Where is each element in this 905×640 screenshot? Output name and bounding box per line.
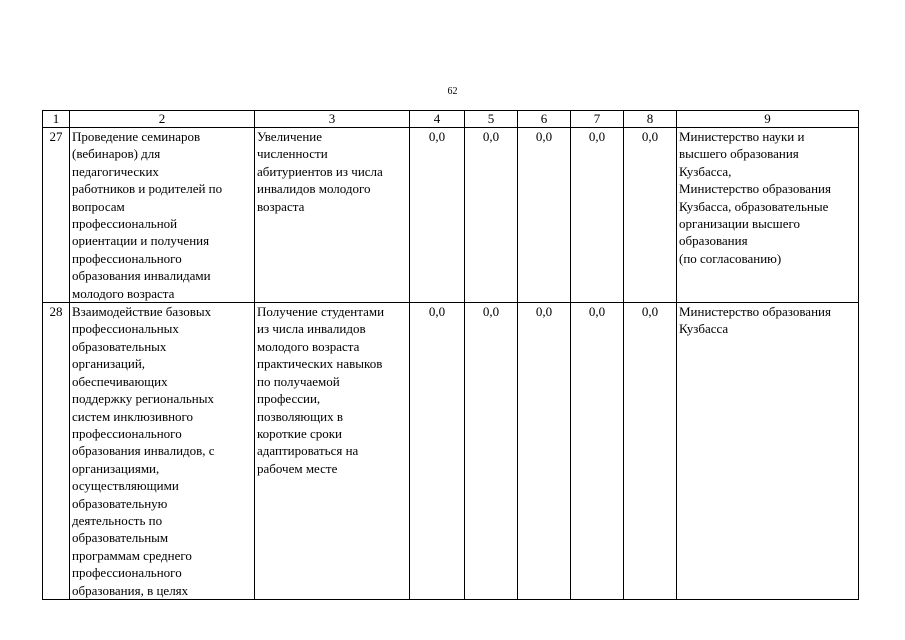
program-table (42, 110, 859, 600)
value-col-6: 0,0 (518, 303, 571, 600)
event-description: Проведение семинаров (вебинаров) для педагогических работников и родителей по вопросам профессиональной ориентации и получения профессионального образования инвалидами молодого возраста (70, 128, 255, 303)
value-col-4: 0,0 (410, 128, 465, 303)
value-col-6: 0,0 (518, 128, 571, 303)
row-number: 27 (43, 128, 70, 303)
event-description: Взаимодействие базовых профессиональных образовательных организаций, обеспечивающих поддержку региональных систем инклюзивного профессионального образования инвалидов, с организациями, осуществляющими образовательную деятельность по образовательным программам среднего профессионального образования, в целях (70, 303, 255, 600)
column-header-8: 8 (624, 111, 677, 128)
column-header-5: 5 (465, 111, 518, 128)
column-header-2: 2 (70, 111, 255, 128)
value-col-5: 0,0 (465, 128, 518, 303)
column-header-7: 7 (571, 111, 624, 128)
value-col-7: 0,0 (571, 303, 624, 600)
column-header-4: 4 (410, 111, 465, 128)
row-number: 28 (43, 303, 70, 600)
table-row (43, 303, 859, 600)
column-header-1: 1 (43, 111, 70, 128)
value-col-7: 0,0 (571, 128, 624, 303)
responsible-executor: Министерство науки и высшего образования Кузбасса, Министерство образования Кузбасса, образовательные организации высшего образования (по согласованию) (677, 128, 859, 303)
value-col-4: 0,0 (410, 303, 465, 600)
expected-result: Получение студентами из числа инвалидов молодого возраста практических навыков по получаемой профессии, позволяющих в короткие сроки адаптироваться на рабочем месте (255, 303, 410, 600)
column-header-6: 6 (518, 111, 571, 128)
expected-result: Увеличение численности абитуриентов из числа инвалидов молодого возраста (255, 128, 410, 303)
column-header-3: 3 (255, 111, 410, 128)
table-header (43, 111, 859, 128)
responsible-executor: Министерство образования Кузбасса (677, 303, 859, 600)
column-header-9: 9 (677, 111, 859, 128)
header-row (43, 111, 859, 128)
value-col-8: 0,0 (624, 303, 677, 600)
value-col-5: 0,0 (465, 303, 518, 600)
table-row (43, 128, 859, 303)
value-col-8: 0,0 (624, 128, 677, 303)
page-number: 62 (447, 86, 458, 97)
